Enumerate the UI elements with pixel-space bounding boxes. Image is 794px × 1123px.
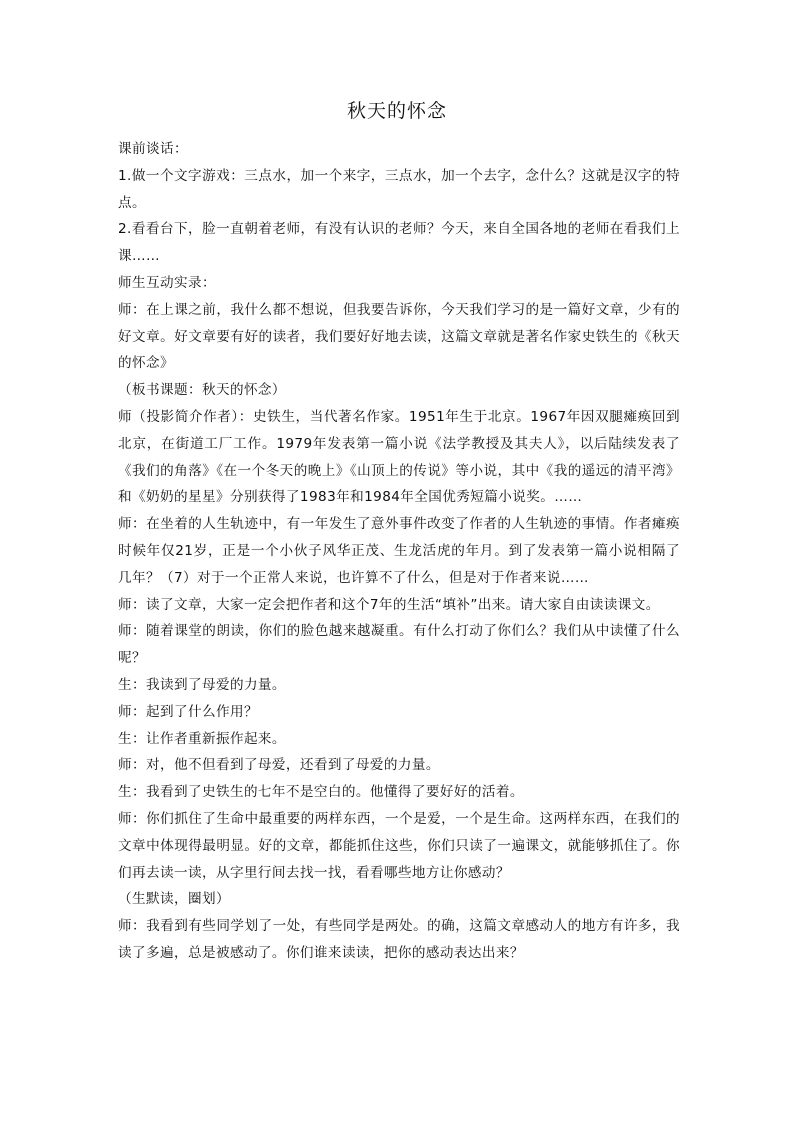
paragraph-what-moved-you: 师：随着课堂的朗读，你们的脸色越来越凝重。有什么打动了你们么？我们从中读懂了什么呢？ bbox=[118, 623, 680, 667]
paragraph-silent-reading: （生默读，圈划） bbox=[118, 891, 230, 908]
paragraph-student-seven-years: 生：我看到了史铁生的七年不是空白的。他懂得了要好好的活着。 bbox=[118, 784, 524, 801]
paragraph-teacher-express-feeling: 师：我看到有些同学划了一处，有些同学是两处。的确，这篇文章感动人的地方有许多，我读了多遍，总是被感动了。你们谁来读读，把你的感动表达出来？ bbox=[118, 918, 680, 961]
paragraph-pre-class-talk-heading: 课前谈话： bbox=[118, 141, 188, 157]
paragraph-teacher-love-and-life: 师：你们抓住了生命中最重要的两样东西，一个是爱，一个是生命。这两样东西，在我们的文章中体现得最明显。好的文章，都能抓住这些，你们只读了一遍课文，就能够抓住了。你们再去读一读，从字里行间去找一找，看看哪些地方让你感动？ bbox=[118, 810, 680, 881]
document-title: 秋天的怀念 bbox=[346, 100, 447, 122]
document-body bbox=[118, 136, 680, 967]
paragraph-life-trajectory: 师：在坐着的人生轨迹中，有一年发生了意外事件改变了作者的人生轨迹的事情。作者瘫痪时候年仅21岁，正是一个小伙子风华正茂、生龙活虎的年月。到了发表第一篇小说相隔了几年？（7）对于一个正常人来说，也许算不了什么，但是对于作者来说…… bbox=[118, 516, 680, 586]
paragraph-teacher-what-effect: 师：起到了什么作用？ bbox=[118, 703, 258, 720]
paragraph-look-at-audience: 2.看看台下，脸一直朝着老师，有没有认识的老师？今天，来自全国各地的老师在看我们上课…… bbox=[118, 221, 680, 265]
paragraph-student-mothers-love: 生：我读到了母爱的力量。 bbox=[118, 676, 286, 693]
paragraph-interaction-heading: 师生互动实录： bbox=[118, 274, 216, 291]
paragraph-board-title: （板书课题：秋天的怀念） bbox=[118, 382, 286, 399]
paragraph-teacher-intro: 师：在上课之前，我什么都不想说，但我要告诉你，今天我们学习的是一篇好文章，少有的好文章。好文章要有好的读者，我们要好好地去读，这篇文章就是著名作家史铁生的《秋天的怀念》 bbox=[118, 301, 680, 372]
paragraph-student-revive: 生：让作者重新振作起来。 bbox=[118, 730, 286, 747]
paragraph-author-intro: 师（投影简介作者）：史铁生，当代著名作家。1951年生于北京。1967年因双腿瘫痪回到北京，在街道工厂工作。1979年发表第一篇小说《法学教授及其夫人》，以后陆续发表了《我们的角落》《在一个冬天的晚上》《山顶上的传说》等小说，其中《我的遥远的清平湾》和《奶奶的星星》分别获得了1983年和1984年全国优秀短篇小说奖。…… bbox=[118, 408, 680, 506]
paragraph-read-text: 师：读了文章，大家一定会把作者和这个7年的生活“填补”出来。请大家自由读读课文。 bbox=[118, 596, 660, 613]
paragraph-word-game: 1.做一个文字游戏：三点水，加一个来字，三点水，加一个去字，念什么？这就是汉字的特点。 bbox=[118, 167, 680, 211]
paragraph-teacher-power-of-love: 师：对，他不但看到了母爱，还看到了母爱的力量。 bbox=[118, 757, 440, 774]
